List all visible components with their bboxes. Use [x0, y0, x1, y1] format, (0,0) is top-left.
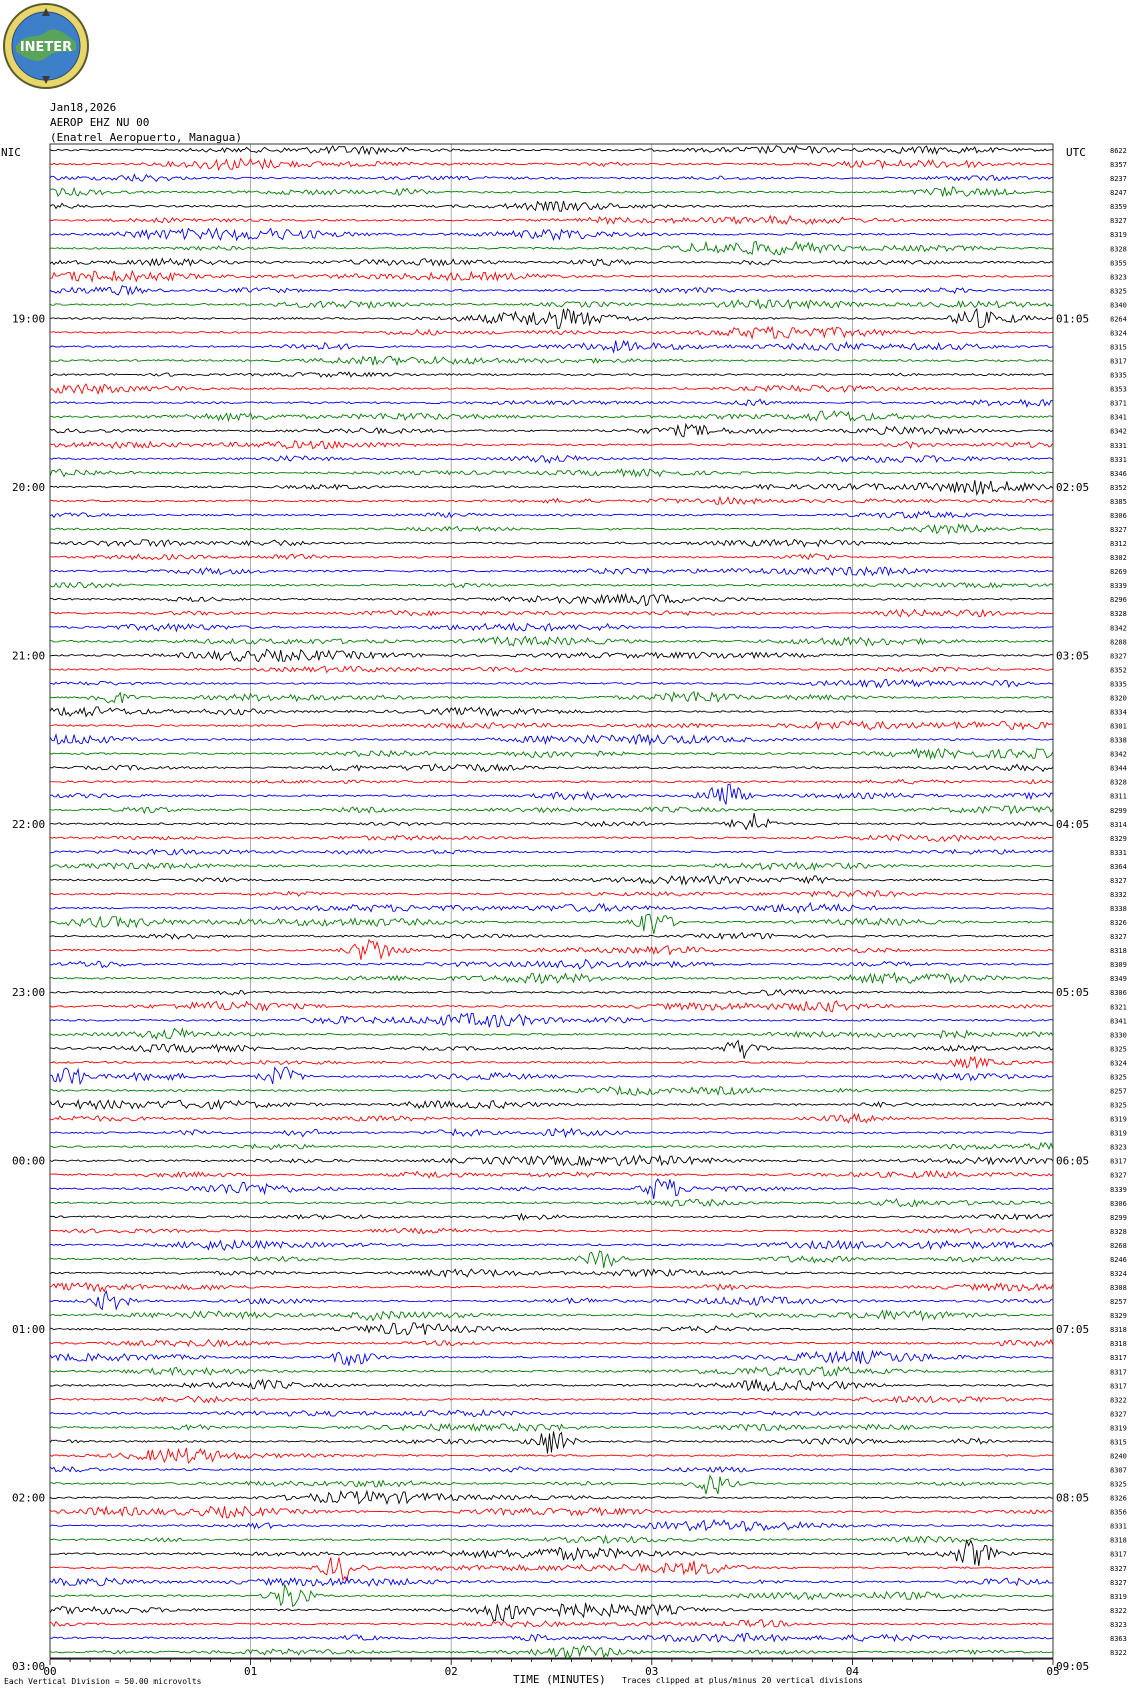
trace-scale-value: 8321: [1110, 1003, 1127, 1012]
seismic-trace: [50, 784, 1053, 804]
trace-scale-value: 8339: [1110, 1185, 1127, 1194]
seismic-trace: [50, 1646, 1053, 1658]
seismic-trace: [50, 159, 1053, 170]
seismic-trace: [50, 1291, 1053, 1309]
seismic-trace: [50, 327, 1053, 338]
left-hour-label: 20:00: [12, 480, 46, 494]
trace-scale-value: 8327: [1110, 1578, 1127, 1587]
trace-scale-value: 8324: [1110, 329, 1127, 338]
seismic-trace: [50, 624, 1053, 631]
seismic-trace: [50, 1396, 1053, 1402]
trace-scale-value: 8314: [1110, 820, 1127, 829]
trace-scale-value: 8326: [1110, 1494, 1127, 1503]
trace-scale-value: 8311: [1110, 792, 1127, 801]
seismic-trace: [50, 554, 1053, 560]
trace-scale-value: 8349: [1110, 975, 1127, 984]
seismic-trace: [50, 1214, 1053, 1220]
trace-scale-value: 8331: [1110, 455, 1127, 464]
seismic-trace: [50, 441, 1053, 449]
trace-scale-value: 8326: [1110, 919, 1127, 928]
seismic-trace: [50, 146, 1053, 155]
seismic-trace: [50, 806, 1053, 814]
seismic-trace: [50, 175, 1053, 182]
left-hour-label: 19:00: [12, 312, 46, 326]
plot-date: Jan18,2026: [50, 101, 117, 114]
trace-scale-value: 8356: [1110, 1508, 1127, 1517]
seismic-trace: [50, 692, 1053, 703]
seismic-trace: [50, 1424, 1053, 1431]
trace-scale-value: 8324: [1110, 1059, 1127, 1068]
trace-scale-value: 8322: [1110, 1649, 1127, 1657]
trace-scale-value: 8622: [1110, 147, 1127, 155]
trace-scale-value: 8317: [1110, 1368, 1127, 1377]
trace-scale-value: 8327: [1110, 933, 1127, 942]
seismic-trace: [50, 1143, 1053, 1150]
trace-scale-value: 8315: [1110, 1438, 1127, 1447]
station-code: AEROP EHZ NU 00: [50, 116, 150, 129]
trace-scale-value: 8385: [1110, 497, 1127, 506]
trace-scale-value: 8327: [1110, 1564, 1127, 1573]
seismic-trace: [50, 411, 1053, 421]
trace-scale-value: 8357: [1110, 161, 1127, 170]
x-tick-label: 00: [43, 1665, 57, 1678]
x-tick-label: 01: [243, 1665, 258, 1678]
right-hour-label: 08:05: [1056, 1491, 1090, 1505]
trace-scale-value: 8327: [1110, 1410, 1127, 1419]
seismic-trace: [50, 1585, 1053, 1607]
seismic-trace: [50, 480, 1053, 494]
seismic-trace: [50, 1520, 1053, 1531]
trace-scale-value: 8331: [1110, 848, 1127, 857]
seismic-trace: [50, 973, 1053, 983]
axis-labels: [12, 147, 1127, 1689]
seismic-trace: [50, 525, 1053, 534]
seismic-trace: [50, 1228, 1053, 1233]
trace-scale-value: 8318: [1110, 1326, 1127, 1335]
trace-scale-value: 8371: [1110, 399, 1127, 408]
trace-scale-value: 8341: [1110, 1017, 1127, 1026]
trace-scale-value: 8319: [1110, 1424, 1127, 1433]
seismic-trace: [50, 1506, 1053, 1518]
seismic-trace: [50, 512, 1053, 518]
trace-scale-value: 8247: [1110, 189, 1127, 198]
trace-scale-value: 8330: [1110, 1031, 1127, 1040]
seismic-trace: [50, 636, 1053, 645]
seismic-trace: [50, 372, 1053, 377]
seismic-trace: [50, 1379, 1053, 1391]
seismic-trace: [50, 399, 1053, 406]
seismic-trace: [50, 890, 1053, 896]
trace-scale-value: 8328: [1110, 610, 1127, 619]
seismic-trace: [50, 341, 1053, 353]
trace-scale-value: 8308: [1110, 1284, 1127, 1293]
trace-scale-value: 8317: [1110, 1157, 1127, 1166]
station-location: (Enatrel Aeropuerto, Managua): [50, 131, 243, 144]
trace-scale-value: 8312: [1110, 540, 1127, 549]
seismic-trace: [50, 1067, 1053, 1084]
seismic-traces: [50, 146, 1053, 1658]
seismic-trace: [50, 384, 1053, 394]
trace-scale-value: 8319: [1110, 1115, 1127, 1124]
seismic-trace: [50, 1129, 1053, 1137]
seismic-trace: [50, 876, 1053, 884]
trace-scale-value: 8352: [1110, 666, 1127, 675]
right-hour-label: 05:05: [1056, 986, 1090, 1000]
trace-scale-value: 8325: [1110, 287, 1127, 296]
seismic-trace: [50, 187, 1053, 197]
trace-scale-value: 8306: [1110, 989, 1127, 998]
left-hour-label: 00:00: [12, 1154, 46, 1168]
left-timezone-label: NIC: [1, 146, 21, 159]
trace-scale-value: 8353: [1110, 385, 1127, 394]
seismic-trace: [50, 835, 1053, 842]
trace-scale-value: 8338: [1110, 736, 1127, 745]
seismic-trace: [50, 779, 1053, 784]
trace-scale-value: 8342: [1110, 624, 1127, 633]
trace-scale-value: 8299: [1110, 1213, 1127, 1222]
trace-scale-value: 8352: [1110, 483, 1127, 492]
trace-scale-value: 8329: [1110, 834, 1127, 843]
trace-scale-value: 8320: [1110, 694, 1127, 703]
seismic-trace: [50, 1603, 1053, 1621]
trace-scale-value: 8318: [1110, 1536, 1127, 1545]
left-hour-label: 23:00: [12, 986, 46, 1000]
trace-scale-value: 8323: [1110, 273, 1127, 282]
trace-scale-value: 8269: [1110, 568, 1127, 577]
x-tick-label: 04: [845, 1665, 860, 1678]
seismic-trace: [50, 1001, 1053, 1012]
seismic-trace: [50, 990, 1053, 996]
seismic-trace: [50, 721, 1053, 730]
trace-scale-value: 8363: [1110, 1634, 1127, 1643]
seismic-trace: [50, 1540, 1053, 1566]
seismic-trace: [50, 259, 1053, 266]
seismic-trace: [50, 1620, 1053, 1627]
left-hour-label: 02:00: [12, 1491, 46, 1505]
trace-scale-value: 8327: [1110, 1171, 1127, 1180]
seismic-trace: [50, 567, 1053, 575]
left-hour-label: 21:00: [12, 649, 46, 663]
trace-scale-value: 8315: [1110, 343, 1127, 352]
right-timezone-label: UTC: [1066, 146, 1086, 159]
trace-scale-value: 8364: [1110, 862, 1127, 871]
trace-scale-value: 8322: [1110, 1396, 1127, 1405]
trace-scale-value: 8264: [1110, 315, 1127, 324]
seismic-trace: [50, 1476, 1053, 1494]
seismic-trace: [50, 1367, 1053, 1376]
seismic-trace: [50, 735, 1053, 745]
trace-scale-value: 8317: [1110, 1550, 1127, 1559]
scale-note: Each Vertical Division = 50.00 microvolts: [4, 1677, 202, 1686]
trace-scale-value: 8318: [1110, 947, 1127, 956]
trace-scale-value: 8288: [1110, 638, 1127, 647]
seismic-trace: [50, 1087, 1053, 1096]
trace-scale-value: 8346: [1110, 469, 1127, 478]
seismic-trace: [50, 1013, 1053, 1027]
seismic-trace: [50, 1155, 1053, 1165]
trace-scale-value: 8327: [1110, 652, 1127, 661]
seismic-trace: [50, 1179, 1053, 1199]
trace-scale-value: 8329: [1110, 1312, 1127, 1321]
x-tick-label: 05: [1046, 1665, 1060, 1678]
seismic-trace: [50, 649, 1053, 661]
logo-text: INETER: [19, 40, 73, 55]
seismic-trace: [50, 960, 1053, 969]
seismic-trace: [50, 424, 1053, 437]
trace-scale-value: 8340: [1110, 301, 1127, 310]
trace-scale-value: 8257: [1110, 1087, 1127, 1096]
left-hour-label: 03:00: [12, 1660, 46, 1674]
trace-scale-value: 8319: [1110, 1592, 1127, 1601]
trace-scale-value: 8319: [1110, 231, 1127, 240]
right-hour-label: 04:05: [1056, 817, 1090, 831]
trace-scale-value: 8318: [1110, 1340, 1127, 1349]
x-axis-title: TIME (MINUTES): [513, 1673, 606, 1686]
seismic-trace: [50, 1171, 1053, 1178]
trace-scale-value: 8335: [1110, 680, 1127, 689]
seismic-trace: [50, 1251, 1053, 1268]
trace-scale-value: 8302: [1110, 554, 1127, 563]
trace-scale-value: 8342: [1110, 427, 1127, 436]
seismic-trace: [50, 813, 1053, 829]
seismic-trace: [50, 497, 1053, 504]
seismic-trace: [50, 300, 1053, 309]
trace-scale-value: 8325: [1110, 1073, 1127, 1082]
trace-scale-value: 8325: [1110, 1480, 1127, 1489]
right-hour-label: 06:05: [1056, 1154, 1090, 1168]
seismic-trace: [50, 582, 1053, 587]
right-hour-label: 09:05: [1056, 1660, 1090, 1674]
seismic-trace: [50, 456, 1053, 463]
seismic-trace: [50, 1633, 1053, 1642]
seismic-trace: [50, 914, 1053, 933]
trace-scale-value: 8306: [1110, 511, 1127, 520]
seismic-trace: [50, 1311, 1053, 1321]
seismic-trace: [50, 1199, 1053, 1207]
trace-scale-value: 8344: [1110, 764, 1127, 773]
trace-scale-value: 8327: [1110, 876, 1127, 885]
trace-scale-value: 8334: [1110, 708, 1127, 717]
trace-scale-value: 8307: [1110, 1466, 1127, 1475]
trace-scale-value: 8328: [1110, 245, 1127, 254]
trace-scale-value: 8240: [1110, 1452, 1127, 1461]
trace-scale-value: 8332: [1110, 890, 1127, 899]
seismic-trace: [50, 610, 1053, 617]
trace-scale-value: 8317: [1110, 357, 1127, 366]
seismic-trace: [50, 1578, 1053, 1586]
trace-scale-value: 8296: [1110, 596, 1127, 605]
seismic-trace: [50, 1114, 1053, 1122]
trace-scale-value: 8325: [1110, 1045, 1127, 1054]
seismic-trace: [50, 286, 1053, 295]
trace-scale-value: 8327: [1110, 217, 1127, 226]
right-hour-label: 03:05: [1056, 649, 1090, 663]
plot-grid: [50, 144, 1053, 1665]
seismic-trace: [50, 903, 1053, 913]
seismic-trace: [50, 1340, 1053, 1347]
seismic-trace: [50, 271, 1053, 282]
trace-scale-value: 8355: [1110, 259, 1127, 268]
trace-scale-value: 8268: [1110, 1241, 1127, 1250]
seismic-trace: [50, 356, 1053, 365]
seismic-trace: [50, 1100, 1053, 1109]
x-tick-label: 02: [444, 1665, 458, 1678]
trace-scale-value: 8331: [1110, 1522, 1127, 1531]
trace-scale-value: 8306: [1110, 1199, 1127, 1208]
seismic-trace: [50, 1323, 1053, 1335]
seismic-trace: [50, 1491, 1053, 1504]
seismic-trace: [50, 849, 1053, 855]
trace-scale-value: 8331: [1110, 441, 1127, 450]
seismic-trace: [50, 469, 1053, 477]
trace-scale-value: 8339: [1110, 582, 1127, 591]
seismic-trace: [50, 309, 1053, 328]
trace-scale-value: 8323: [1110, 1143, 1127, 1152]
seismic-trace: [50, 1283, 1053, 1292]
seismic-trace: [50, 1557, 1053, 1580]
trace-scale-value: 8237: [1110, 175, 1127, 184]
seismic-trace: [50, 749, 1053, 759]
seismic-trace: [50, 933, 1053, 939]
trace-scale-value: 8328: [1110, 778, 1127, 787]
seismic-trace: [50, 1410, 1053, 1416]
trace-scale-value: 8317: [1110, 1354, 1127, 1363]
seismic-trace: [50, 764, 1053, 772]
seismic-trace: [50, 1467, 1053, 1472]
seismic-trace: [50, 1536, 1053, 1543]
seismic-trace: [50, 940, 1053, 960]
seismic-trace: [50, 201, 1053, 211]
trace-scale-value: 8309: [1110, 961, 1127, 970]
trace-scale-value: 8335: [1110, 371, 1127, 380]
seismic-trace: [50, 229, 1053, 241]
x-tick-label: 03: [645, 1665, 659, 1678]
seismic-trace: [50, 1241, 1053, 1251]
seismic-trace: [50, 1269, 1053, 1277]
trace-scale-value: 8324: [1110, 1269, 1127, 1278]
seismic-trace: [50, 1041, 1053, 1059]
seismic-trace: [50, 1029, 1053, 1039]
trace-scale-value: 8323: [1110, 1620, 1127, 1629]
trace-scale-value: 8317: [1110, 1382, 1127, 1391]
trace-scale-value: 8246: [1110, 1255, 1127, 1264]
seismic-trace: [50, 863, 1053, 870]
trace-scale-value: 8301: [1110, 722, 1127, 731]
trace-scale-value: 8327: [1110, 526, 1127, 535]
right-hour-label: 07:05: [1056, 1323, 1090, 1337]
trace-scale-value: 8299: [1110, 806, 1127, 815]
seismic-trace: [50, 707, 1053, 717]
trace-scale-value: 8322: [1110, 1606, 1127, 1615]
seismic-trace: [50, 1351, 1053, 1366]
trace-scale-value: 8359: [1110, 203, 1127, 212]
trace-scale-value: 8319: [1110, 1129, 1127, 1138]
right-hour-label: 01:05: [1056, 312, 1090, 326]
seismic-trace: [50, 679, 1053, 687]
trace-scale-value: 8328: [1110, 1227, 1127, 1236]
plot-frame: [50, 144, 1053, 1658]
seismic-trace: [50, 540, 1053, 547]
right-hour-label: 02:05: [1056, 480, 1090, 494]
seismic-trace: [50, 594, 1053, 605]
left-hour-label: 22:00: [12, 817, 46, 831]
trace-scale-value: 8342: [1110, 750, 1127, 759]
seismic-trace: [50, 241, 1053, 254]
seismic-trace: [50, 666, 1053, 672]
trace-scale-value: 8338: [1110, 905, 1127, 914]
trace-scale-value: 8325: [1110, 1101, 1127, 1110]
trace-scale-value: 8341: [1110, 413, 1127, 422]
clip-note: Traces clipped at plus/minus 20 vertical divisions: [622, 1676, 863, 1685]
trace-scale-value: 8257: [1110, 1298, 1127, 1307]
seismic-trace: [50, 216, 1053, 224]
left-hour-label: 01:00: [12, 1323, 46, 1337]
seismic-trace: [50, 1057, 1053, 1068]
